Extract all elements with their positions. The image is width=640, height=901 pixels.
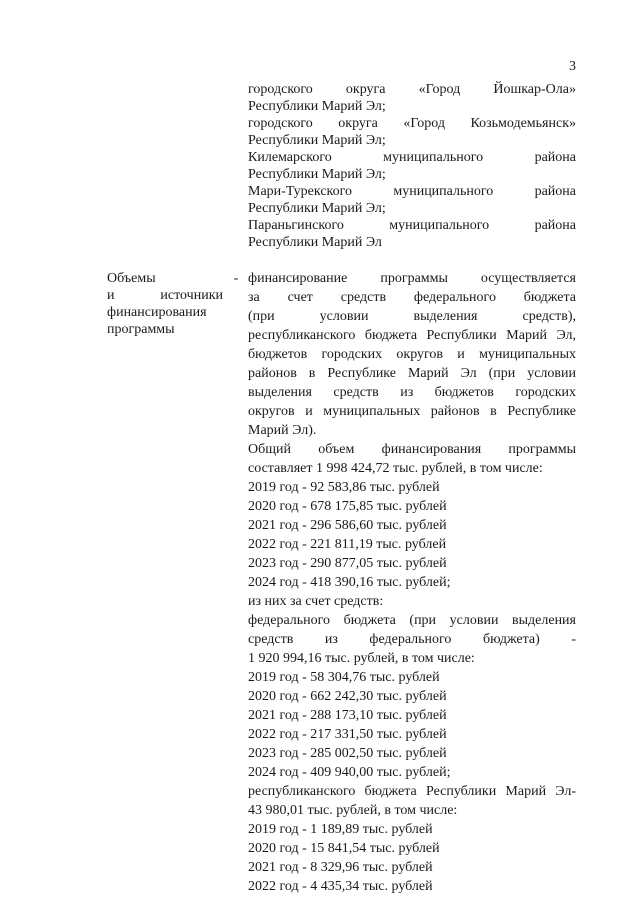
section-label-line: и источники <box>107 288 223 303</box>
financing-line: Общий объем финансирования программы <box>248 442 576 457</box>
financing-line: районов в Республике Марий Эл (при условии <box>248 366 576 381</box>
financing-line: финансирование программы осуществляется <box>248 271 576 286</box>
municipality-line: Параньгинского муниципального района <box>248 218 576 233</box>
section-label-line: Объемы <box>107 271 156 286</box>
municipality-line: городского округа «Город Йошкар-Ола» <box>248 82 576 97</box>
financing-line: 43 980,01 тыс. рублей, в том числе: <box>248 803 458 818</box>
financing-line: республиканского бюджета Республики Марий Эл- <box>248 784 576 799</box>
financing-line: 2024 год - 418 390,16 тыс. рублей; <box>248 575 451 590</box>
financing-line: 2019 год - 1 189,89 тыс. рублей <box>248 822 433 837</box>
section-label <box>107 270 223 338</box>
financing-line: 1 920 994,16 тыс. рублей, в том числе: <box>248 651 475 666</box>
financing-line: Марий Эл). <box>248 423 317 438</box>
financing-line: 2020 год - 678 175,85 тыс. рублей <box>248 499 447 514</box>
section-label-line: финансирования <box>107 305 207 320</box>
financing-line: средств из федерального бюджета) - <box>248 632 576 647</box>
financing-line: 2020 год - 662 242,30 тыс. рублей <box>248 689 447 704</box>
financing-line: 2024 год - 409 940,00 тыс. рублей; <box>248 765 451 780</box>
page-number: 3 <box>569 59 576 74</box>
municipalities-list <box>248 81 576 251</box>
financing-line: 2020 год - 15 841,54 тыс. рублей <box>248 841 440 856</box>
financing-line: 2019 год - 92 583,86 тыс. рублей <box>248 480 440 495</box>
financing-line: федерального бюджета (при условии выделения <box>248 613 576 628</box>
financing-line: 2022 год - 4 435,34 тыс. рублей <box>248 879 433 894</box>
municipality-line: Килемарского муниципального района <box>248 150 576 165</box>
municipality-line: Республики Марий Эл; <box>248 133 386 148</box>
municipality-line: Республики Марий Эл; <box>248 167 386 182</box>
financing-line: 2021 год - 288 173,10 тыс. рублей <box>248 708 447 723</box>
financing-line: выделения средств из бюджетов городских <box>248 385 576 400</box>
municipality-line: Республики Марий Эл; <box>248 99 386 114</box>
financing-line: из них за счет средств: <box>248 594 384 609</box>
section-dash: - <box>233 271 239 286</box>
financing-line: 2023 год - 285 002,50 тыс. рублей <box>248 746 447 761</box>
financing-line: за счет средств федерального бюджета <box>248 290 576 305</box>
municipality-line: Республики Марий Эл <box>248 235 382 250</box>
financing-line: республиканского бюджета Республики Марий Эл, <box>248 328 576 343</box>
financing-description <box>248 270 576 897</box>
municipality-line: Республики Марий Эл; <box>248 201 386 216</box>
financing-line: 2022 год - 217 331,50 тыс. рублей <box>248 727 447 742</box>
financing-line: бюджетов городских округов и муниципальных <box>248 347 576 362</box>
financing-line: (при условии выделения средств), <box>248 309 576 324</box>
financing-line: 2019 год - 58 304,76 тыс. рублей <box>248 670 440 685</box>
municipality-line: Мари-Турекского муниципального района <box>248 184 576 199</box>
financing-line: округов и муниципальных районов в Республике <box>248 404 576 419</box>
municipality-line: городского округа «Город Козьмодемьянск» <box>248 116 576 131</box>
financing-line: 2023 год - 290 877,05 тыс. рублей <box>248 556 447 571</box>
financing-line: составляет 1 998 424,72 тыс. рублей, в том числе: <box>248 461 543 476</box>
financing-line: 2021 год - 8 329,96 тыс. рублей <box>248 860 433 875</box>
financing-line: 2021 год - 296 586,60 тыс. рублей <box>248 518 447 533</box>
section-label-line: программы <box>107 322 175 337</box>
financing-line: 2022 год - 221 811,19 тыс. рублей <box>248 537 447 552</box>
